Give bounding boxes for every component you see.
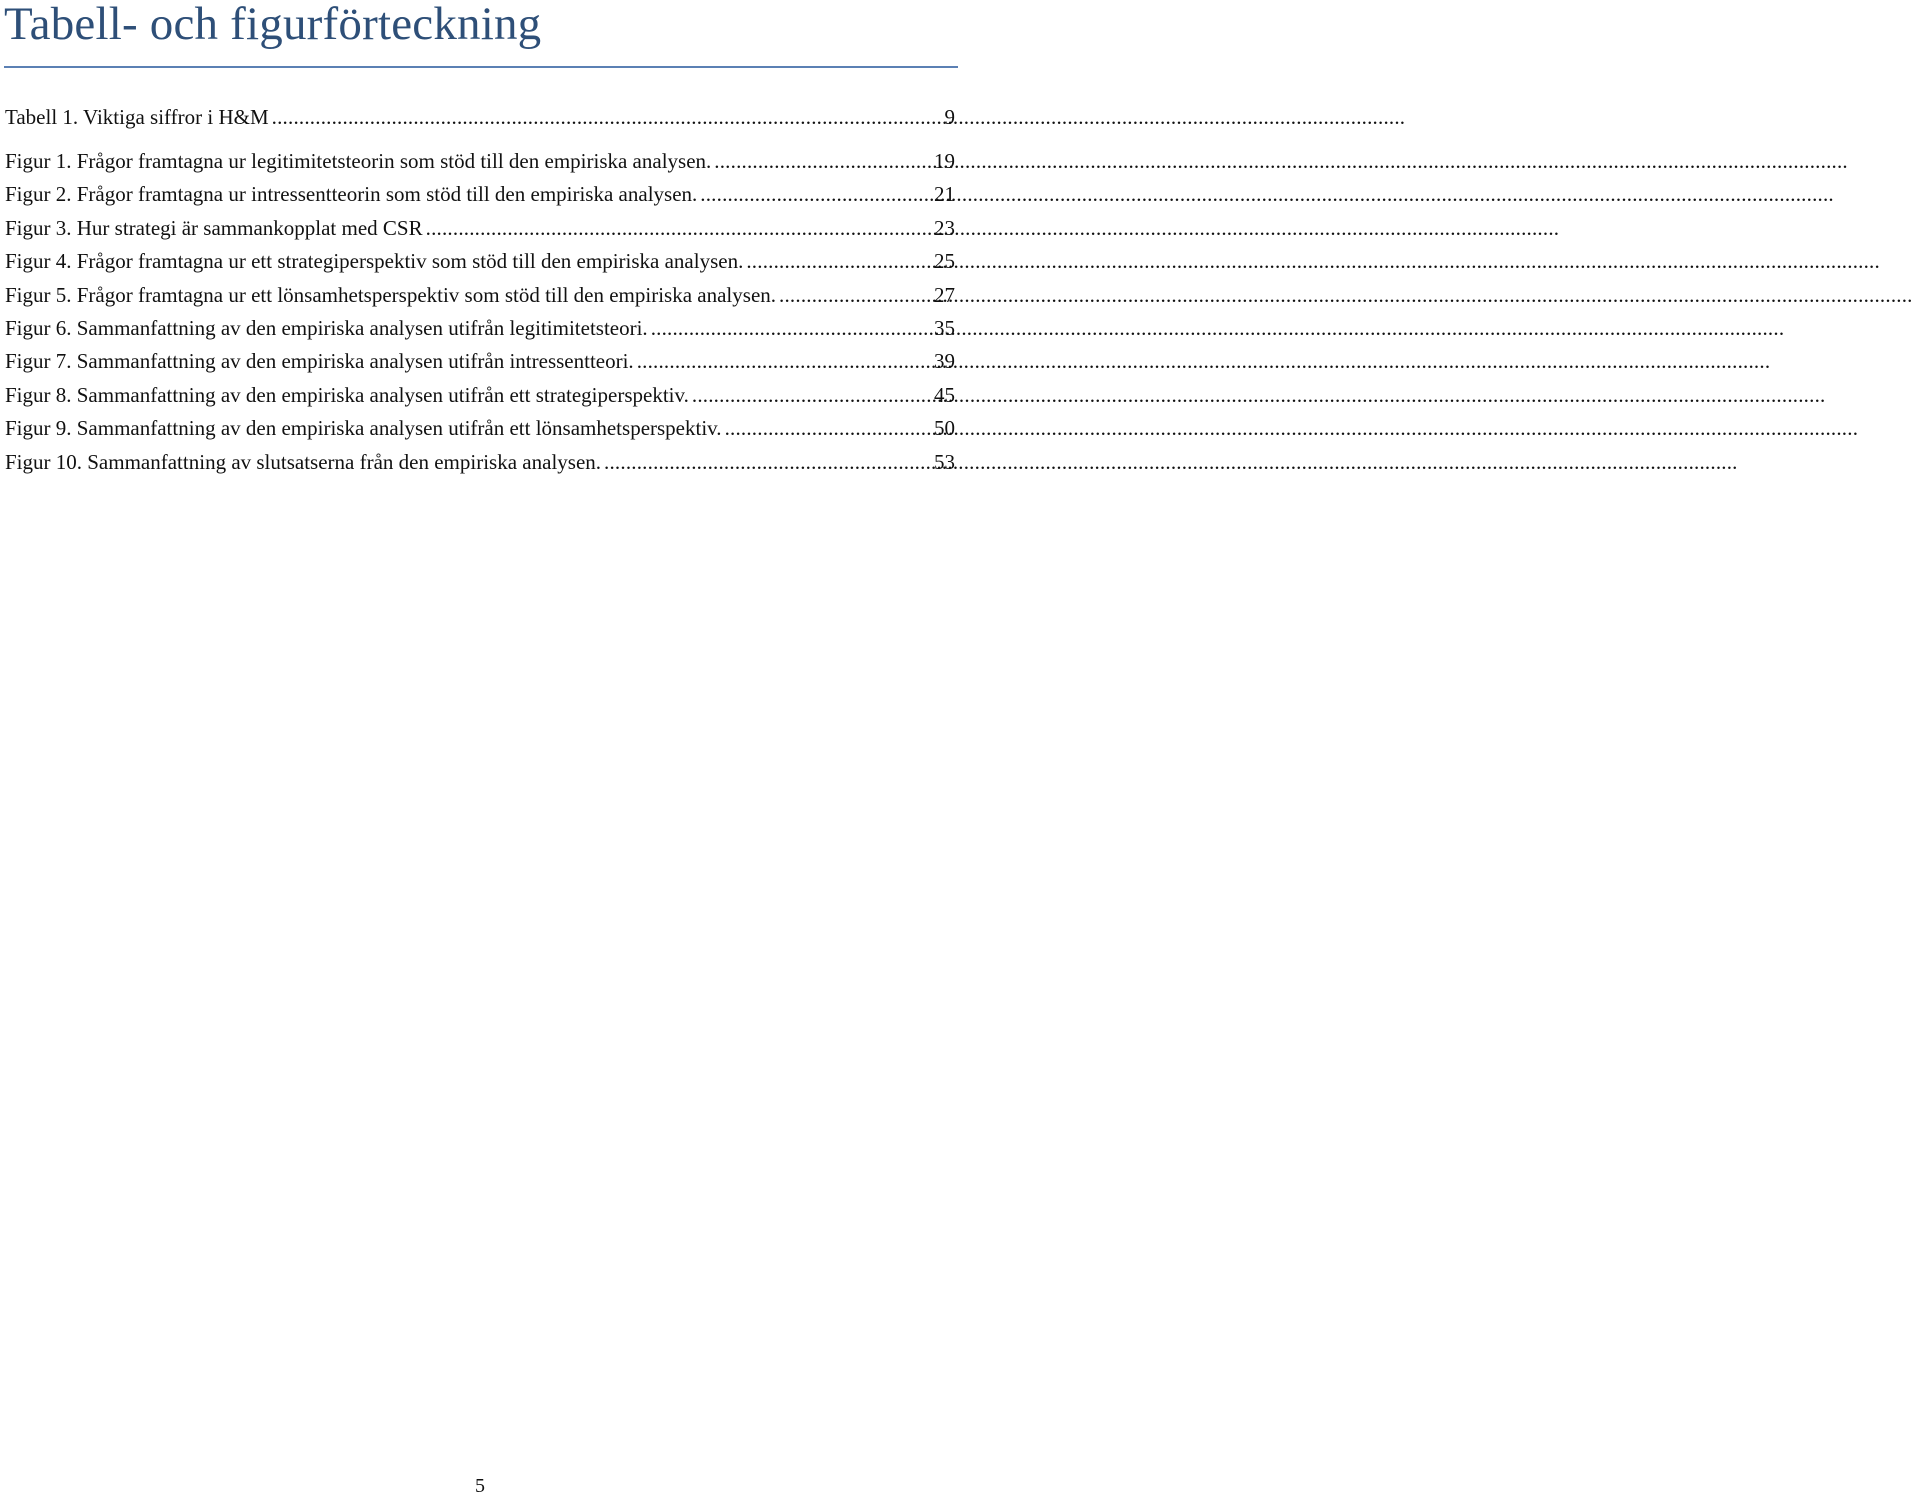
toc-entry-figure-5[interactable]: [5, 279, 955, 312]
entry-label: Figur 9. Sammanfattning av den empiriska analysen utifrån ett lönsamhetsperspektiv.: [5, 416, 722, 441]
toc-entry-figure-2[interactable]: [5, 178, 955, 211]
entry-page-number: 45: [934, 382, 955, 407]
entry-label: Figur 4. Frågor framtagna ur ett strategiperspektiv som stöd till den empiriska analysen.: [5, 249, 744, 274]
entry-label: Figur 1. Frågor framtagna ur legitimitetsteorin som stöd till den empiriska analysen.: [5, 149, 712, 173]
dot-leader: [692, 379, 931, 412]
entry-page-number: 23: [934, 215, 955, 240]
dot-leader: [604, 446, 931, 479]
page-title: Tabell- och figurförteckning: [4, 0, 542, 50]
dot-leader: [714, 145, 931, 178]
entry-page-number: 53: [934, 449, 955, 474]
entry-page-number: 21: [934, 182, 955, 207]
dot-leader: [725, 412, 931, 445]
toc-entry-figure-8[interactable]: [5, 379, 955, 412]
toc-entry-table-1[interactable]: [5, 101, 955, 134]
dot-leader: [746, 245, 931, 278]
toc-entry-figure-1[interactable]: [5, 145, 955, 178]
entry-page-number: 27: [934, 282, 955, 307]
entry-label: Figur 10. Sammanfattning av slutsatserna från den empiriska analysen.: [5, 449, 602, 474]
dot-leader: [779, 279, 931, 312]
toc-entry-figure-6[interactable]: [5, 312, 955, 345]
dot-leader: [637, 345, 931, 378]
title-divider: [4, 66, 958, 68]
toc-entry-figure-10[interactable]: [5, 446, 955, 479]
dot-leader: [426, 212, 931, 245]
entry-label: Figur 5. Frågor framtagna ur ett lönsamhetsperspektiv som stöd till den empiriska analysen.: [5, 282, 777, 307]
entry-label: Figur 3. Hur strategi är sammankopplat med CSR: [5, 215, 423, 240]
dot-leader: [272, 101, 942, 134]
entry-label: Figur 8. Sammanfattning av den empiriska analysen utifrån ett strategiperspektiv.: [5, 382, 689, 407]
dot-leader: [651, 312, 931, 345]
entry-page-number: 9: [944, 105, 955, 129]
entry-label: Figur 7. Sammanfattning av den empiriska analysen utifrån intressentteori.: [5, 349, 634, 374]
entry-page-number: 39: [934, 349, 955, 374]
toc-entry-figure-3[interactable]: [5, 212, 955, 245]
entry-page-number: 25: [934, 249, 955, 274]
entry-label: Tabell 1. Viktiga siffror i H&M: [5, 105, 269, 129]
entry-label: Figur 6. Sammanfattning av den empiriska analysen utifrån legitimitetsteori.: [5, 315, 648, 340]
entry-page-number: 19: [934, 149, 955, 173]
entry-page-number: 35: [934, 315, 955, 340]
toc-entry-figure-9[interactable]: [5, 412, 955, 445]
entry-label: Figur 2. Frågor framtagna ur intressentteorin som stöd till den empiriska analysen.: [5, 182, 698, 207]
page-number: 5: [475, 1475, 485, 1497]
table-list: [5, 101, 955, 134]
entry-page-number: 50: [934, 416, 955, 441]
toc-entry-figure-4[interactable]: [5, 245, 955, 278]
toc-entry-figure-7[interactable]: [5, 345, 955, 378]
figure-list: [5, 145, 955, 479]
dot-leader: [700, 178, 931, 211]
